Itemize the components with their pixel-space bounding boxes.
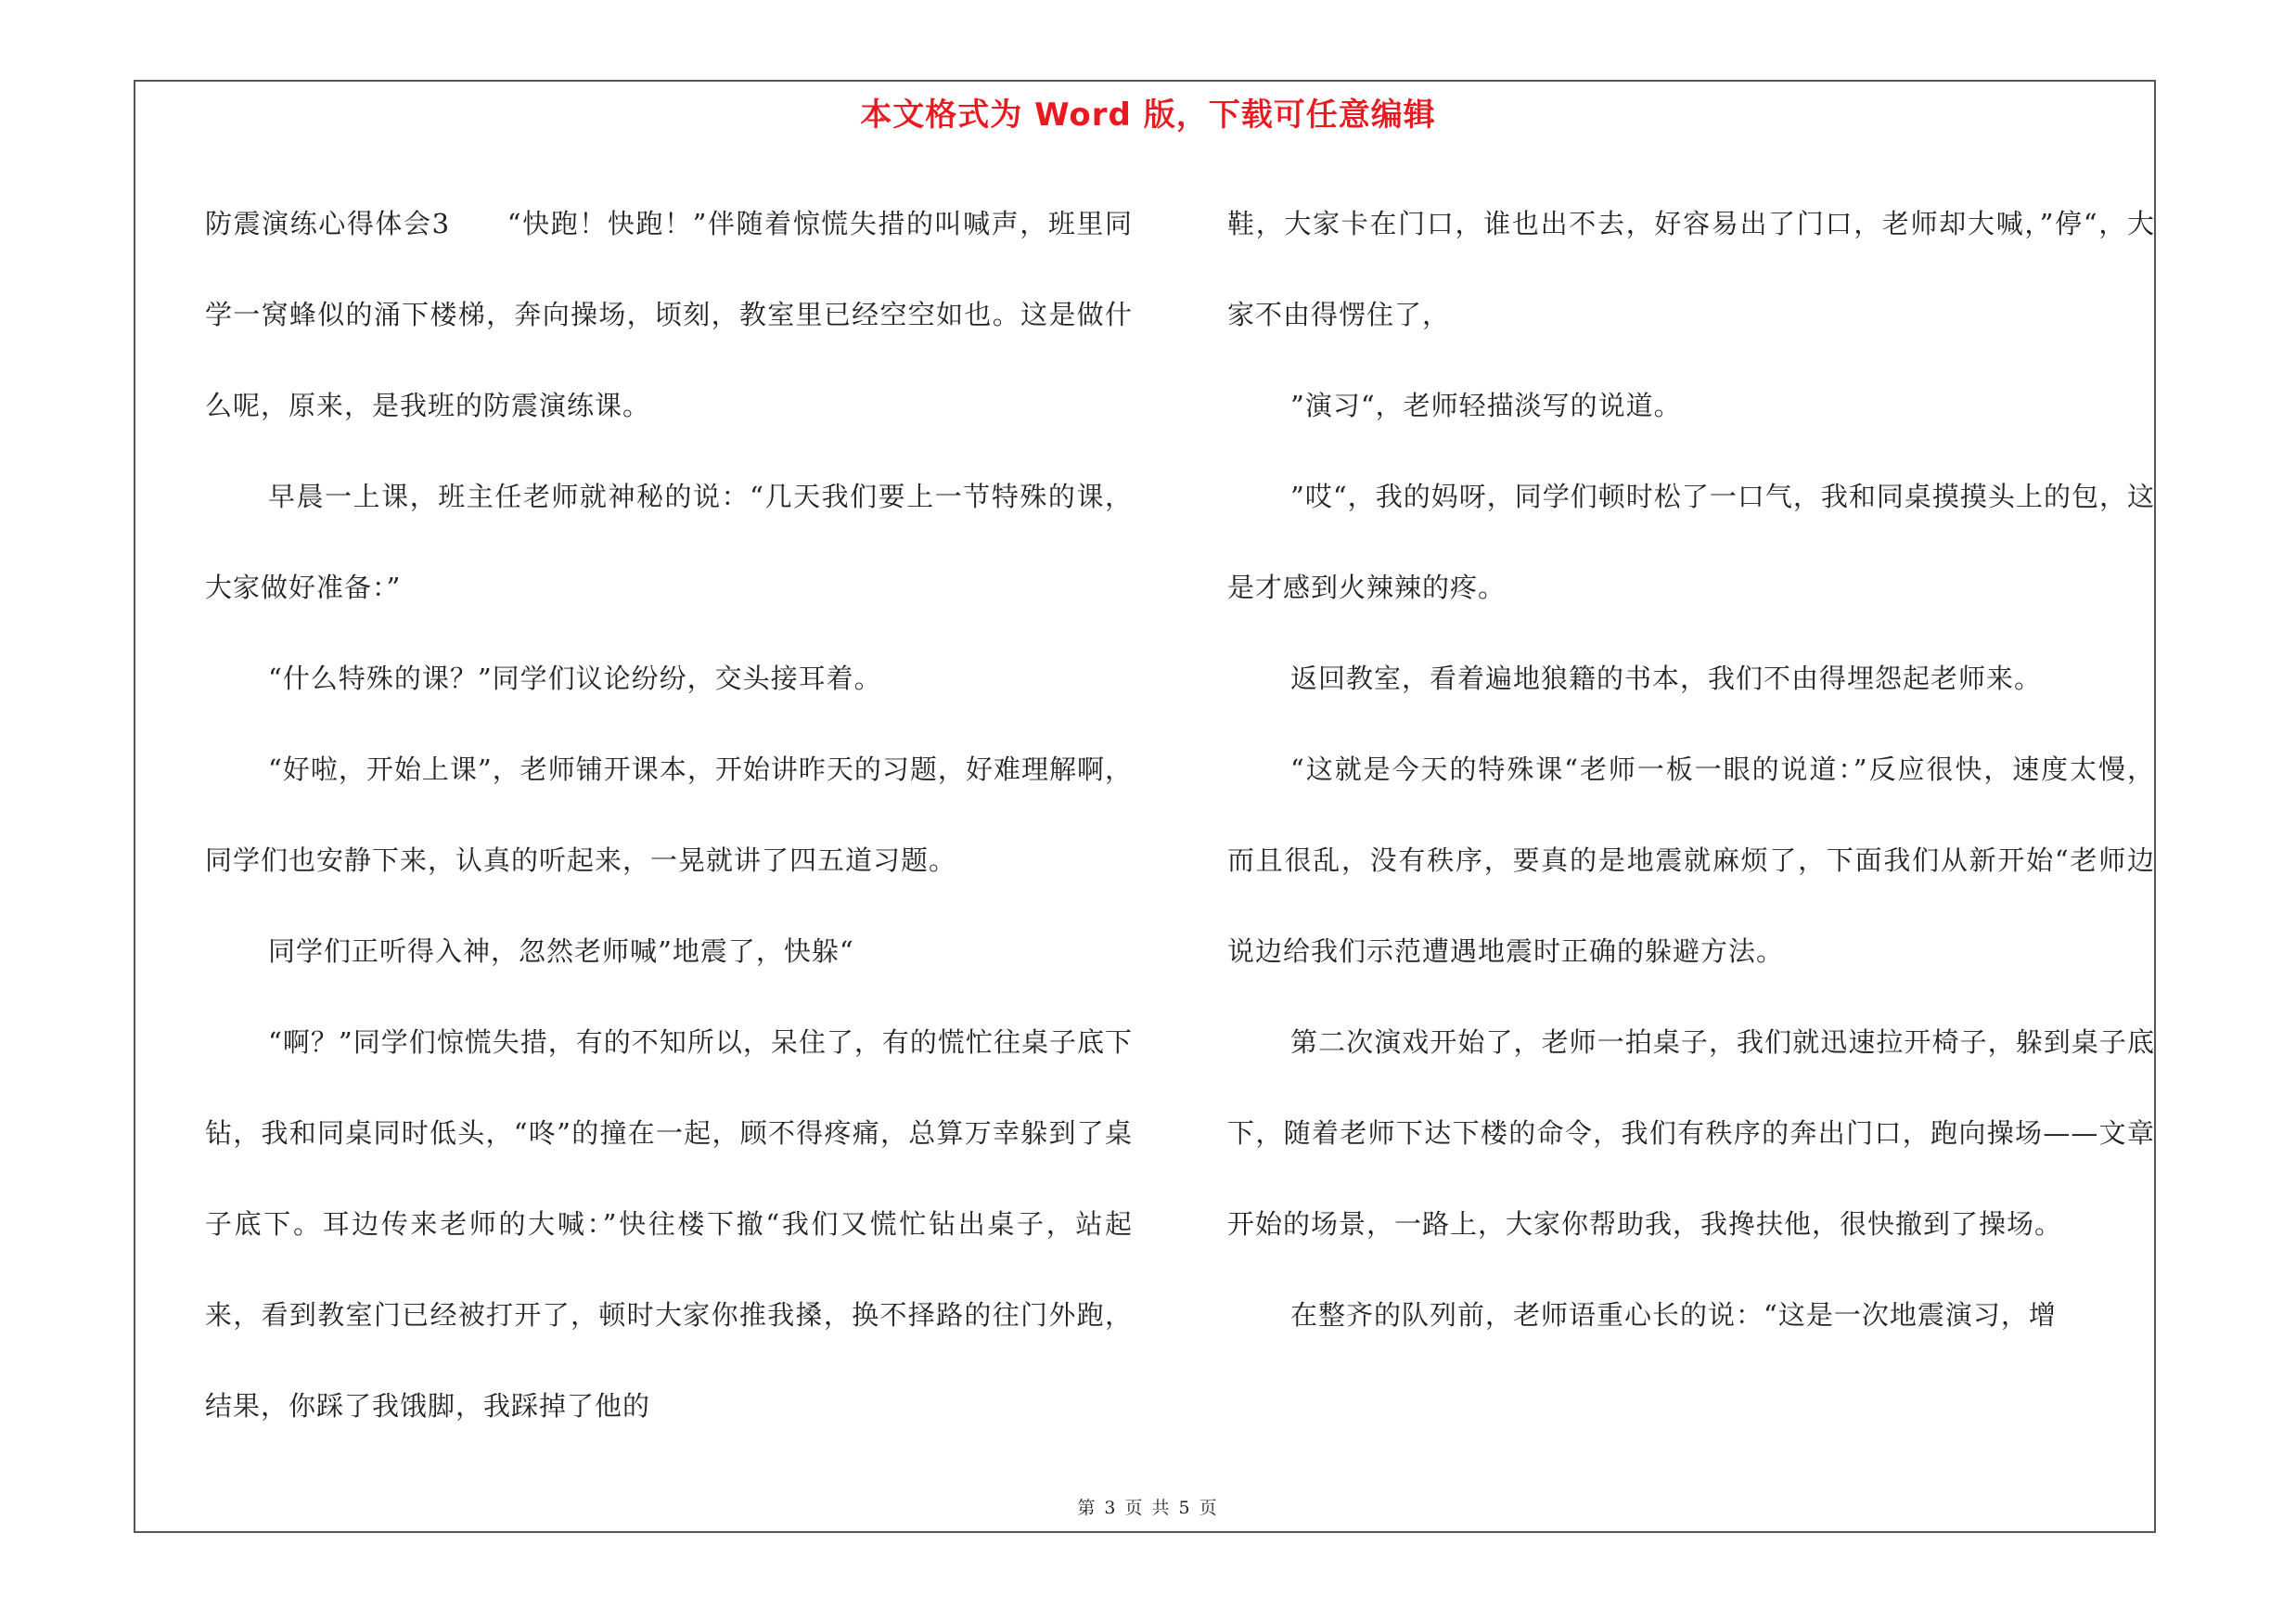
paragraph: 早晨一上课，班主任老师就神秘的说：“几天我们要上一节特殊的课，大家做好准备：”	[205, 481, 1133, 603]
paragraph: “这就是今天的特殊课“老师一板一眼的说道：”反应很快，速度太慢，而且很乱，没有秩序，要真的是地震就麻烦了，下面我们从新开始“老师边说边给我们示范遭遇地震时正确的躲避方法。	[1227, 754, 2155, 967]
paragraph: ”演习“，老师轻描淡写的说道。	[1290, 390, 1682, 421]
paragraph: ”哎“，我的妈呀，同学们顿时松了一口气，我和同桌摸摸头上的包，这是才感到火辣辣的疼。	[1227, 481, 2155, 603]
paragraph: 鞋，大家卡在门口，谁也出不去，好容易出了门口，老师却大喊，”停“，大家不由得愣住了，	[1227, 208, 2155, 330]
right-text-column	[1227, 178, 2155, 1360]
paragraph: 防震演练心得体会3 “快跑！快跑！”伴随着惊慌失措的叫喊声，班里同学一窝蜂似的涌下楼梯，奔向操场，顷刻，教室里已经空空如也。这是做什么呢，原来，是我班的防震演练课。	[205, 208, 1133, 421]
paragraph: “什么特殊的课？”同学们议论纷纷，交头接耳着。	[268, 663, 882, 694]
paragraph: “啊？”同学们惊慌失措，有的不知所以，呆住了，有的慌忙往桌子底下钻，我和同桌同时低头，“咚”的撞在一起，顾不得疼痛，总算万幸躲到了桌子底下。耳边传来老师的大喊：”快往楼下撤“我们又慌忙钻出桌子，站起来，看到教室门已经被打开了，顿时大家你推我搡，换不择路的往门外跑，结果，你踩了我饿脚，我踩掉了他的	[205, 1026, 1133, 1422]
left-text-column	[205, 178, 1133, 1451]
paragraph: 返回教室，看着遍地狼籍的书本，我们不由得埋怨起老师来。	[1290, 663, 2043, 694]
page-number-footer: 第 3 页 共 5 页	[1077, 1498, 1219, 1518]
format-notice-banner: 本文格式为 Word 版，下载可任意编辑	[860, 97, 1436, 134]
paragraph: 第二次演戏开始了，老师一拍桌子，我们就迅速拉开椅子，躲到桌子底下，随着老师下达下楼的命令，我们有秩序的奔出门口，跑向操场——文章开始的场景，一路上，大家你帮助我，我搀扶他，很快撤到了操场。	[1227, 1026, 2155, 1240]
paragraph: 在整齐的队列前，老师语重心长的说：“这是一次地震演习，增	[1290, 1299, 2057, 1331]
paragraph: 同学们正听得入神，忽然老师喊”地震了，快躲“	[268, 935, 854, 967]
paragraph: “好啦，开始上课”，老师铺开课本，开始讲昨天的习题，好难理解啊，同学们也安静下来，认真的听起来，一晃就讲了四五道习题。	[205, 754, 1133, 876]
